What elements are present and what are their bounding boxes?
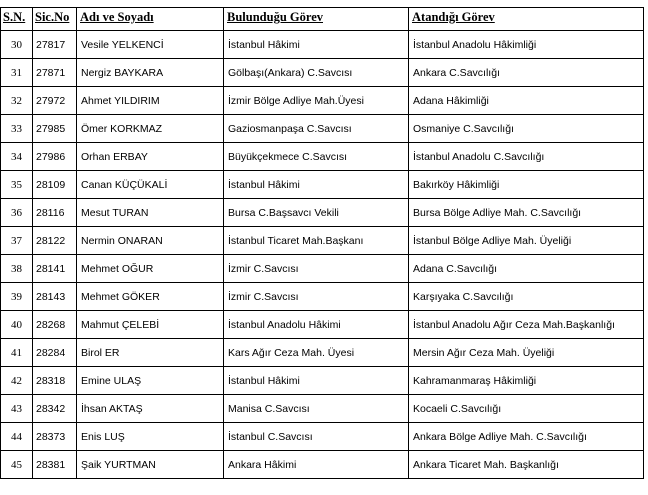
cell-sic-no: 28373 — [33, 423, 77, 451]
cell-sn: 34 — [1, 143, 33, 171]
cell-sn: 35 — [1, 171, 33, 199]
cell-sn: 30 — [1, 31, 33, 59]
cell-sn: 31 — [1, 59, 33, 87]
cell-sic-no: 27871 — [33, 59, 77, 87]
cell-name: Nermin ONARAN — [77, 227, 224, 255]
header-row — [1, 8, 644, 31]
cell-sic-no: 28143 — [33, 283, 77, 311]
cell-current-post: İzmir C.Savcısı — [224, 283, 409, 311]
cell-assigned-post: Bursa Bölge Adliye Mah. C.Savcılığı — [409, 199, 644, 227]
cell-sic-no: 27972 — [33, 87, 77, 115]
cell-current-post: İstanbul Hâkimi — [224, 31, 409, 59]
cell-assigned-post: Bakırköy Hâkimliği — [409, 171, 644, 199]
header-sic-no: Sic.No — [33, 8, 77, 31]
table-row — [1, 87, 644, 115]
header-assigned-post: Atandığı Görev — [409, 8, 644, 31]
cell-sic-no: 28122 — [33, 227, 77, 255]
cell-assigned-post: İstanbul Anadolu Ağır Ceza Mah.Başkanlığı — [409, 311, 644, 339]
cell-assigned-post: Mersin Ağır Ceza Mah. Üyeliği — [409, 339, 644, 367]
cell-assigned-post: Ankara C.Savcılığı — [409, 59, 644, 87]
cell-current-post: Büyükçekmece C.Savcısı — [224, 143, 409, 171]
cell-name: Mehmet GÖKER — [77, 283, 224, 311]
table-row — [1, 283, 644, 311]
cell-current-post: Manisa C.Savcısı — [224, 395, 409, 423]
table-row — [1, 339, 644, 367]
table-row — [1, 255, 644, 283]
cell-current-post: Kars Ağır Ceza Mah. Üyesi — [224, 339, 409, 367]
cell-current-post: İstanbul C.Savcısı — [224, 423, 409, 451]
table-header — [1, 8, 644, 31]
cell-sn: 37 — [1, 227, 33, 255]
cell-current-post: Ankara Hâkimi — [224, 451, 409, 479]
cell-name: Şaik YURTMAN — [77, 451, 224, 479]
cell-sn: 44 — [1, 423, 33, 451]
cell-sn: 41 — [1, 339, 33, 367]
cell-sn: 39 — [1, 283, 33, 311]
cell-assigned-post: Adana C.Savcılığı — [409, 255, 644, 283]
cell-sic-no: 27986 — [33, 143, 77, 171]
cell-sn: 32 — [1, 87, 33, 115]
header-current-post: Bulunduğu Görev — [224, 8, 409, 31]
table-row — [1, 115, 644, 143]
cell-sn: 45 — [1, 451, 33, 479]
cell-current-post: İstanbul Hâkimi — [224, 171, 409, 199]
cell-assigned-post: İstanbul Bölge Adliye Mah. Üyeliği — [409, 227, 644, 255]
header-sn: S.N. — [1, 8, 33, 31]
table-row — [1, 199, 644, 227]
table-row — [1, 171, 644, 199]
cell-sic-no: 28116 — [33, 199, 77, 227]
cell-sn: 43 — [1, 395, 33, 423]
cell-sic-no: 28141 — [33, 255, 77, 283]
table-row — [1, 395, 644, 423]
cell-sn: 38 — [1, 255, 33, 283]
cell-sic-no: 28342 — [33, 395, 77, 423]
cell-current-post: İzmir Bölge Adliye Mah.Üyesi — [224, 87, 409, 115]
cell-assigned-post: Osmaniye C.Savcılığı — [409, 115, 644, 143]
cell-assigned-post: Adana Hâkimliği — [409, 87, 644, 115]
cell-current-post: Gaziosmanpaşa C.Savcısı — [224, 115, 409, 143]
cell-current-post: Bursa C.Başsavcı Vekili — [224, 199, 409, 227]
header-name: Adı ve Soyadı — [77, 8, 224, 31]
cell-sic-no: 28284 — [33, 339, 77, 367]
cell-sn: 40 — [1, 311, 33, 339]
cell-assigned-post: Ankara Bölge Adliye Mah. C.Savcılığı — [409, 423, 644, 451]
assignments-table — [0, 7, 644, 479]
cell-name: Mesut TURAN — [77, 199, 224, 227]
cell-assigned-post: İstanbul Anadolu C.Savcılığı — [409, 143, 644, 171]
cell-name: Vesile YELKENCİ — [77, 31, 224, 59]
cell-name: Nergiz BAYKARA — [77, 59, 224, 87]
table-row — [1, 59, 644, 87]
table-row — [1, 367, 644, 395]
cell-name: Mahmut ÇELEBİ — [77, 311, 224, 339]
table-row — [1, 311, 644, 339]
cell-name: İhsan AKTAŞ — [77, 395, 224, 423]
cell-name: Enis LUŞ — [77, 423, 224, 451]
cell-current-post: İstanbul Anadolu Hâkimi — [224, 311, 409, 339]
cell-sn: 36 — [1, 199, 33, 227]
cell-name: Ahmet YILDIRIM — [77, 87, 224, 115]
table-body — [1, 31, 644, 479]
cell-sn: 42 — [1, 367, 33, 395]
cell-name: Orhan ERBAY — [77, 143, 224, 171]
table-row — [1, 31, 644, 59]
table-row — [1, 451, 644, 479]
cell-name: Canan KÜÇÜKALİ — [77, 171, 224, 199]
cell-name: Ömer KORKMAZ — [77, 115, 224, 143]
cell-sic-no: 28318 — [33, 367, 77, 395]
table-row — [1, 143, 644, 171]
table-row — [1, 227, 644, 255]
cell-assigned-post: Karşıyaka C.Savcılığı — [409, 283, 644, 311]
cell-name: Emine ULAŞ — [77, 367, 224, 395]
cell-assigned-post: Kahramanmaraş Hâkimliği — [409, 367, 644, 395]
cell-sic-no: 27985 — [33, 115, 77, 143]
cell-sn: 33 — [1, 115, 33, 143]
cell-current-post: İstanbul Hâkimi — [224, 367, 409, 395]
cell-assigned-post: Kocaeli C.Savcılığı — [409, 395, 644, 423]
cell-name: Mehmet OĞUR — [77, 255, 224, 283]
cell-name: Birol ER — [77, 339, 224, 367]
cell-sic-no: 28268 — [33, 311, 77, 339]
cell-assigned-post: İstanbul Anadolu Hâkimliği — [409, 31, 644, 59]
cell-current-post: İzmir C.Savcısı — [224, 255, 409, 283]
table-row — [1, 423, 644, 451]
cell-sic-no: 28381 — [33, 451, 77, 479]
cell-sic-no: 27817 — [33, 31, 77, 59]
cell-current-post: Gölbaşı(Ankara) C.Savcısı — [224, 59, 409, 87]
cell-assigned-post: Ankara Ticaret Mah. Başkanlığı — [409, 451, 644, 479]
cell-current-post: İstanbul Ticaret Mah.Başkanı — [224, 227, 409, 255]
cell-sic-no: 28109 — [33, 171, 77, 199]
